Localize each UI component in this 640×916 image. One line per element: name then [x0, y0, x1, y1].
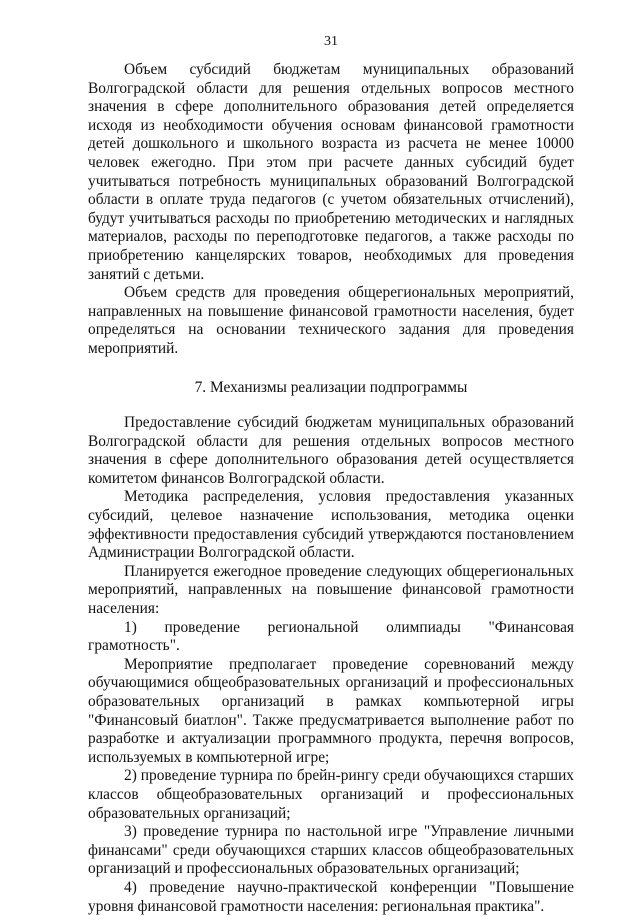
paragraph-subsidy-provision: Предоставление субсидий бюджетам муниципальных образований Волгоградской области для решения отдельных вопросов местного значения в сфере дополнительного образования детей осуществляется комитетом финансов Волгоградской области. — [88, 414, 574, 487]
section-heading: 7. Механизмы реализации подпрограммы — [194, 378, 468, 396]
page-number: 31 — [324, 34, 338, 49]
paragraph-methodology: Методика распределения, условия предоставления указанных субсидий, целевое назначение использования, методика оценки эффективности предоставления субсидий утверждаются постановлением Администрации Волгоградской области. — [88, 488, 574, 562]
paragraph-events-funding: Объем средств для проведения общерегиональных мероприятий, направленных на повышение финансовой грамотности населения, будет определяться на основании технического задания для проведения мероприятий. — [88, 284, 574, 357]
list-item-brain-ring: 2) проведение турнира по брейн-рингу среди обучающихся старших классов общеобразовательных организаций и профессиональных образовательных организаций; — [88, 767, 574, 822]
list-item-conference: 4) проведение научно-практической конференции "Повышение уровня финансовой грамотности населения: региональная практика". — [88, 878, 574, 915]
list-item-board-game: 3) проведение турнира по настольной игре "Управление личными финансами" среди обучающихся старших классов общеобразовательных организаций и профессиональных образовательных организаций; — [88, 823, 574, 878]
list-item-olympiad: 1) проведение региональной олимпиады "Финансовая грамотность". — [88, 618, 574, 655]
document-body — [88, 61, 574, 916]
paragraph-subsidy-volume: Объем субсидий бюджетам муниципальных образований Волгоградской области для решения отдельных вопросов местного значения в сфере дополнительного образования детей определяется исходя из необходимости обучения основам финансовой грамотности детей дошкольного и школьного возраста из расчета не менее 10000 человек ежегодно. При этом при расчете данных субсидий будет учитываться потребность муниципальных образований Волгоградской области в оплате труда педагогов (с учетом обязательных отчислений), будут учитываться расходы по приобретению методических и наглядных материалов, расходы по переподготовке педагогов, а также расходы по приобретению канцелярских товаров, необходимых для проведения занятий с детьми. — [88, 61, 574, 283]
paragraph-olympiad-details: Мероприятие предполагает проведение соревнований между обучающимися общеобразовательных организаций и профессиональных образовательных организаций в рамках компьютерной игры "Финансовый биатлон". Также предусматривается выполнение работ по разработке и актуализации программного продукта, перечня вопросов, используемых в компьютерной игре; — [88, 655, 574, 766]
paragraph-planned-events: Планируется ежегодное проведение следующих общерегиональных мероприятий, направленных на повышение финансовой грамотности населения: — [88, 562, 574, 618]
